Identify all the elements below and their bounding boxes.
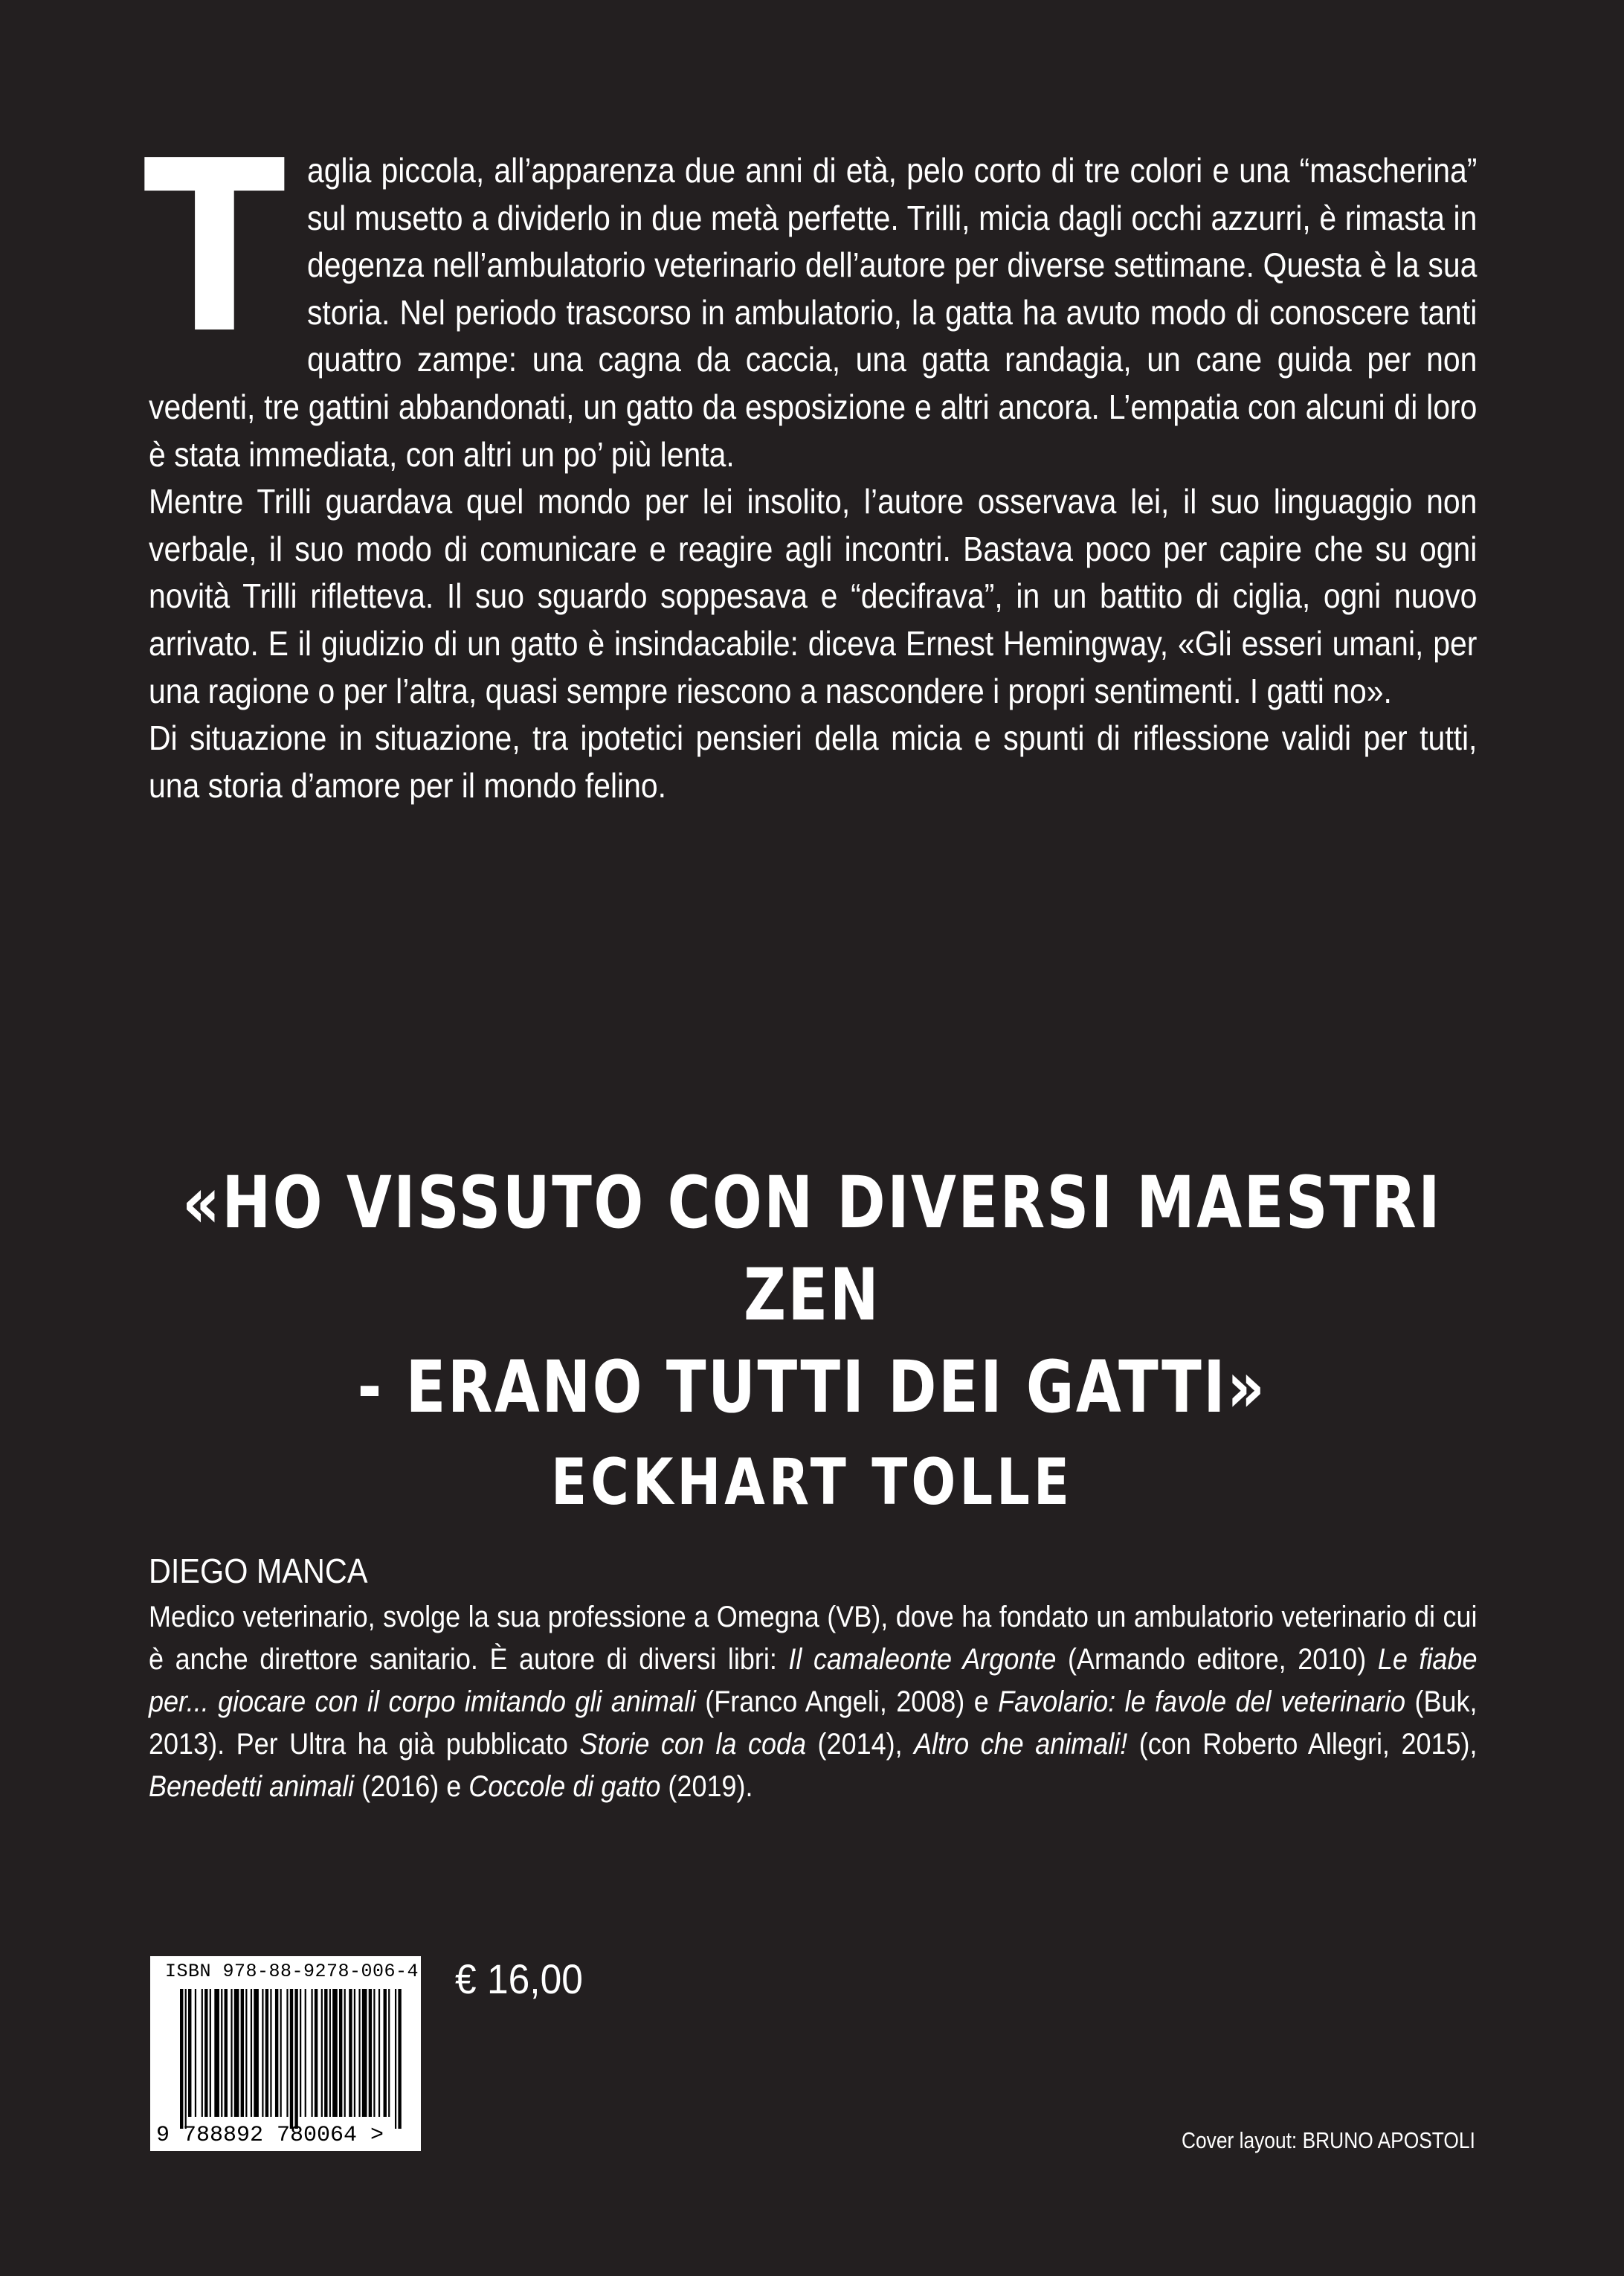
blurb-paragraph-1-text: aglia piccola, all’apparenza due anni di età, pelo corto di tre colori e una “mascherina” sul musetto a dividerlo in due metà perfette. Trilli, micia dagli occhi azzurri, è rimasta in degenza nell’ambulatorio veterinario dell’autore per diverse settimane. Questa è la sua storia. Nel periodo trascorso in ambulatorio, la gatta ha avuto modo di conoscere tanti quattro zampe: una cagna da caccia, una gatta randagia, un cane guida per non vedenti, tre gattini abbandonati, un gatto da esposizione e altri ancora. L’empatia con alcuni di loro è stata immediata, con altri un po’ più lenta.	[149, 151, 1478, 474]
barcode-bar	[225, 1989, 228, 2117]
book-title: Le fiabe per... giocare con il corpo imitando gli animali	[149, 1643, 1478, 1718]
barcode-bar	[195, 1989, 196, 2117]
blurb	[143, 110, 1478, 809]
bio-text: (Franco Angeli, 2008) e	[695, 1685, 999, 1718]
quote-author: ECKHART TOLLE	[550, 1445, 1074, 1520]
book-title: Coccole di gatto	[468, 1770, 661, 1803]
barcode-bar	[275, 1989, 278, 2117]
isbn-label: ISBN 978-88-9278-006-4	[165, 1961, 419, 1982]
barcode-bar	[214, 1989, 219, 2117]
barcode-digits: 9 788892 780064 >	[156, 2123, 384, 2148]
barcode-bar	[231, 1989, 232, 2117]
barcode-bar	[234, 1989, 239, 2117]
blurb-paragraph-2: Mentre Trilli guardava quel mondo per lei insolito, l’autore osservava lei, il suo linguaggio non verbale, il suo modo di comunicare e reagire agli incontri. Bastava poco per capire che su ogni novità Trilli rifletteva. Il suo sguardo soppesava e “decifrava”, in un battito di ciglia, ogni nuovo arrivato. E il giudizio di un gatto è insindacabile: diceva Ernest Hemingway, «Gli esseri umani, per una ragione o per l’altra, quasi sempre riescono a nascondere i propri sentimenti. I gatti no».	[149, 482, 1478, 710]
barcode-bar	[210, 1989, 211, 2117]
barcode-bar	[265, 1989, 268, 2117]
barcode-bar	[245, 1989, 247, 2117]
book-title: Il camaleonte Argonte	[788, 1643, 1057, 1676]
barcode-bar	[324, 1989, 327, 2117]
barcode-bar	[349, 1989, 352, 2117]
barcode-bar	[294, 1989, 297, 2129]
barcode-bar	[305, 1989, 306, 2117]
bio-text: (2016) e	[354, 1770, 469, 1803]
barcode-bar	[300, 1989, 301, 2117]
barcode-bar	[373, 1989, 375, 2117]
book-title: Favolario: le favole del veterinario	[998, 1685, 1406, 1718]
barcode-bar	[311, 1989, 312, 2117]
blurb-paragraph-3: Di situazione in situazione, tra ipotetici pensieri della micia e spunti di riflessione validi per tutti, una storia d’amore per il mondo felino.	[149, 719, 1478, 805]
barcode-bar	[180, 1989, 183, 2129]
barcode-bar	[332, 1989, 338, 2117]
isbn-barcode	[150, 1956, 421, 2151]
barcode-bar	[315, 1989, 318, 2117]
barcode-bar	[378, 1989, 380, 2117]
author-block	[149, 1546, 1478, 1808]
barcode-bar	[221, 1989, 222, 2117]
drop-cap: T	[143, 110, 286, 385]
book-title: Altro che animali!	[914, 1728, 1128, 1761]
bio-text: (2014),	[806, 1728, 915, 1761]
barcode-bar	[202, 1989, 203, 2117]
barcode-bar	[362, 1989, 367, 2117]
cover-layout-credit: Cover layout: BRUNO APOSTOLI	[1182, 2127, 1475, 2153]
barcode-bar	[344, 1989, 346, 2117]
barcode-bar	[270, 1989, 271, 2117]
barcode-bar	[204, 1989, 207, 2117]
barcode-bar	[280, 1989, 282, 2117]
price: € 16,00	[455, 1955, 583, 2002]
quote-block	[0, 1157, 1624, 1527]
author-bio	[149, 1596, 1478, 1808]
quote-line-2: - ERANO TUTTI DEI GATTI»	[357, 1346, 1267, 1429]
barcode-bar	[358, 1989, 360, 2117]
bio-text: Medico veterinario, svolge la sua professione a Omegna (VB), dove ha fondato un ambulatorio veterinario di cui è anche direttore sanitario. È autore di diversi libri:	[149, 1601, 1478, 1676]
barcode-bar	[254, 1989, 259, 2117]
barcode-bar	[339, 1989, 342, 2117]
bio-text: (con Roberto Allegri, 2015),	[1127, 1728, 1478, 1761]
barcode-bar	[241, 1989, 244, 2117]
blurb-paragraph-1	[143, 110, 1478, 478]
barcode-bar	[188, 1989, 191, 2117]
bio-text: (Armando editore, 2010)	[1056, 1643, 1378, 1676]
barcode-bars	[180, 1989, 403, 2129]
barcode-bar	[321, 1989, 323, 2117]
barcode-bar	[395, 1989, 396, 2129]
bio-text: (2019).	[660, 1770, 753, 1803]
barcode-bar	[251, 1989, 252, 2117]
book-title: Benedetti animali	[149, 1770, 355, 1803]
barcode-bar	[398, 1989, 401, 2129]
barcode-bar	[185, 1989, 187, 2129]
author-name: DIEGO MANCA	[149, 1552, 368, 1590]
barcode-bar	[290, 1989, 293, 2129]
bio-text: (Buk, 2013). Per Ultra ha già pubblicato	[149, 1685, 1478, 1761]
barcode-bar	[388, 1989, 390, 2117]
quote-line-1: «HO VISSUTO CON DIVERSI MAESTRI ZEN	[182, 1161, 1442, 1337]
barcode-bar	[384, 1989, 387, 2117]
book-title: Storie con la coda	[579, 1728, 807, 1761]
barcode-bar	[286, 1989, 288, 2117]
barcode-bar	[354, 1989, 355, 2117]
barcode-bar	[262, 1989, 263, 2117]
barcode-bar	[329, 1989, 331, 2117]
barcode-bar	[369, 1989, 372, 2117]
